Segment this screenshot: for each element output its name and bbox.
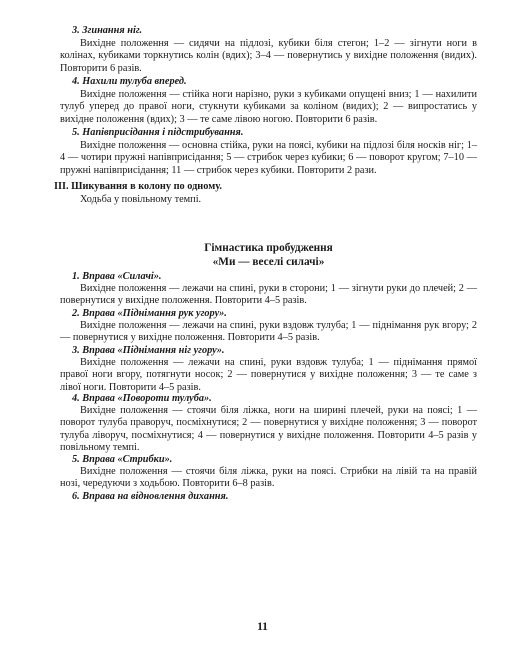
exercise-text-3: Вихідне положення — сидячи на підлозі, кубики біля стегон; 1–2 — зігнути ноги в колінах, кубиками торкнутись колін (вдих); 3–4 — повернутись у вихідне положення (видих). Повторити 6 разів.	[60, 38, 477, 74]
gymnastics-subtitle: «Ми — веселі силачі»	[212, 256, 325, 268]
gym-exercise-text-5: Вихідне положення — стоячи біля ліжка, руки на поясі. Стрибки на лівій та на правій нозі, чередуючи з ходьбою. Повторити 6–8 разів.	[60, 466, 477, 490]
exercise-heading-4: 4. Нахили тулуба вперед.	[72, 76, 187, 87]
walking-text: Ходьба у повільному темпі.	[80, 194, 202, 205]
gym-exercise-heading-1: 1. Вправа «Силачі».	[72, 271, 162, 282]
gym-exercise-text-1: Вихідне положення — лежачи на спині, руки в сторони; 1 — зігнути руки до плечей; 2 — повернутися у вихідне положення. Повторити 4–5 разів.	[60, 283, 477, 307]
section-heading-3: III. Шикування в колону по одному.	[54, 181, 222, 192]
gym-exercise-heading-6: 6. Вправа на відновлення дихання.	[72, 491, 229, 502]
gym-exercise-heading-2: 2. Вправа «Піднімання рук угору».	[72, 308, 227, 319]
gym-exercise-text-2: Вихідне положення — лежачи на спині, руки вздовж тулуба; 1 — піднімання рук вгору; 2 — повернутися у вихідне положення. Повторити 4–5 разів.	[60, 320, 477, 344]
gymnastics-title: Гімнастика пробудження	[204, 242, 333, 254]
gym-exercise-heading-4: 4. Вправа «Повороти тулуба».	[72, 393, 212, 404]
exercise-heading-5: 5. Напівприсідання і підстрибування.	[72, 127, 244, 138]
gym-exercise-text-4: Вихідне положення — стоячи біля ліжка, ноги на ширині плечей, руки на поясі; 1 — поворот тулуба праворуч, посміхнутися; 2 — повернутися у вихідне положення; 3 — поворот тулуба ліворуч, посміхнутися; 4 — повернутися у вихідне положення. Повторити 4–5 разів у повільному темпі.	[60, 405, 477, 453]
gym-exercise-text-3: Вихідне положення — лежачи на спині, руки вздовж тулуба; 1 — піднімання прямої правої ноги вгору, потягнути носок; 2 — повернутися у вихідне положення; 3 — те саме з лівої ноги. Повторити 4–5 разів.	[60, 357, 477, 393]
gym-exercise-heading-5: 5. Вправа «Стрибки».	[72, 454, 173, 465]
gym-exercise-heading-3: 3. Вправа «Піднімання ніг угору».	[72, 345, 225, 356]
page-number: 11	[257, 621, 268, 633]
exercise-heading-3: 3. Згинання ніг.	[72, 25, 143, 36]
exercise-text-4: Вихідне положення — стійка ноги нарізно, руки з кубиками опущені вниз; 1 — нахилити тулуб уперед до правої ноги, стукнути кубиками за коліном (видих); 2 — випростатись у вихідне положення (вдих); 3 — те саме лівою ногою. Повторити 6 разів.	[60, 89, 477, 125]
exercise-text-5: Вихідне положення — основна стійка, руки на поясі, кубики на підлозі біля носків ніг; 1–4 — чотири пружні напівприсідання; 5 — стрибок через кубики; 6 — поворот кругом; 7–10 — пружні напівприсідання; 11 — стрибок через кубики. Повторити 2 рази.	[60, 140, 477, 176]
